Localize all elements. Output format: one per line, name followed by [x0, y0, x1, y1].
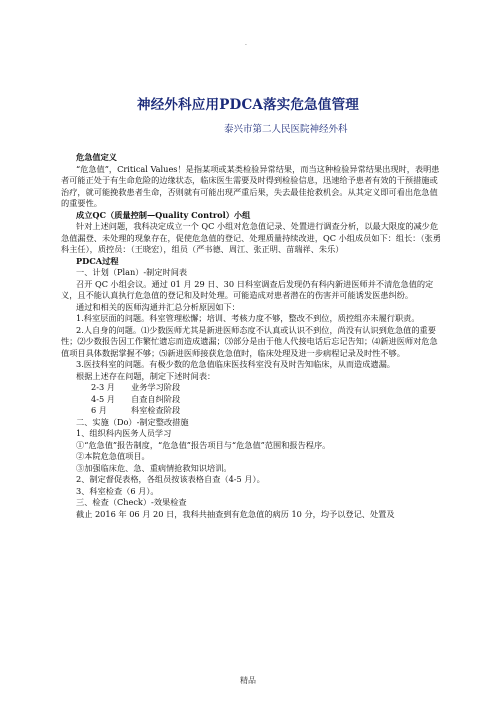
schedule-row [61, 405, 441, 417]
paragraph-do-1c: ③加强临床危、急、重病情抢救知识培训。 [76, 462, 232, 473]
paragraph-do-1b: ②本院危急值项目。 [76, 451, 150, 461]
schedule-row [61, 382, 441, 394]
paragraph-check: 截止 2016 年 06 月 20 日，我科共抽查到有危急值的病历 10 分，均予以登记、处置及 [76, 508, 395, 519]
paragraph-reason-1: 1.科室层面的问题。科室管理松懈；培训、考核力度不够，整改不到位，质控组亦未履行职责。 [76, 313, 420, 323]
header-dot: . [245, 40, 247, 47]
paragraph-definition: “危急值”，Critical Values！是指某项或某类检验异常结果，而当这种检验异常结果出现时，表明患者可能正处于有生命危险的边缘状态，临床医生需要及时得到检验信息，迅速给予患者有效的干预措施或治疗，就可能挽救患者生命，否则就有可能出现严重后果，失去最佳抢救机会。从其定义即可看出危急值的重要性。 [61, 163, 440, 208]
heading-do: 二、实施（Do）-制定整改措施 [76, 416, 189, 427]
page-footer: 精品 [240, 676, 256, 685]
paragraph-do-3: 3、科室检查（6 月）。 [76, 485, 159, 496]
paragraph-qc: 针对上述问题，我科决定成立一个 QC 小组对危急值记录、处置进行调查分析，以最大限度的减少危急值漏登、未处理的现象存在，促使危急值的登记、处理质量持续改进，QC 小组成员如下：组长：（张勇科主任），质控员：（王晓宏），组员（严书德、周江、张正明、苗瑞祥、朱乐） [61, 221, 441, 254]
document-subtitle: 泰兴市第二人民医院神经外科 [224, 124, 348, 135]
paragraph-do-1a: ①“危急值”报告制度，“危急值”报告项目与“危急值”范围和报告程序。 [76, 439, 331, 450]
document-title: 神经外科应用PDCA落实危急值管理 [137, 97, 359, 113]
heading-plan: 一、计划（Plan）-制定时间表 [76, 267, 188, 277]
schedule-stage: 科室检查阶段 [131, 405, 181, 415]
schedule-stage: 自查自纠阶段 [131, 393, 181, 404]
schedule-period: 2-3 月 [91, 382, 115, 392]
schedule-stage: 业务学习阶段 [131, 382, 181, 392]
section-heading-qc: 成立QC（质量控制—Quality Control）小组 [76, 209, 251, 220]
schedule-period: 4-5 月 [91, 393, 115, 404]
paragraph-reason-3: 3.医技科室的问题。有极少数的危急值临床医技科室没有及时告知临床，从而造成遗漏。 [76, 359, 395, 369]
schedule-row [61, 394, 441, 406]
paragraph-do-1: 1、组织科内医务人员学习 [76, 428, 172, 438]
paragraph-reason-intro: 通过和相关的医师沟通并汇总分析原因如下： [76, 301, 240, 312]
paragraph-reason-2: 2.人自身的问题。⑴少数医师尤其是新进医师态度不认真或认识不到位，尚没有认识到危急值的重要性；⑵少数报告因工作繁忙遗忘而造成遗漏；⑶部分是由于他人代接电话后忘记告知；⑷新进医师对危急值项目具体数据掌握不够；⑸新进医师接获危急值时，临床处理及进一步病程记录及时性不够。 [61, 324, 438, 358]
paragraph-plan: 召开 QC 小组会议。通过 01 月 29 日、30 日科室调查后发现仍有科内新进医师并不清危急值的定义，且不能认真执行危急值的登记和及时处理。可能造成对患者潜在的伤害并可能诱发医患纠纷。 [61, 278, 434, 300]
paragraph-schedule-intro: 根据上述存在问题，制定下述时间表： [76, 370, 216, 381]
paragraph-do-2: 2、制定督促表格，各组员按该表格自查（4-5 月）。 [76, 474, 265, 484]
document-body [61, 152, 441, 520]
section-heading-pdca: PDCA过程 [76, 255, 119, 266]
heading-check: 三、检查（Check）-效果检查 [76, 497, 187, 507]
section-heading-definition: 危急值定义 [76, 152, 117, 162]
schedule-period: 6 月 [91, 405, 107, 415]
